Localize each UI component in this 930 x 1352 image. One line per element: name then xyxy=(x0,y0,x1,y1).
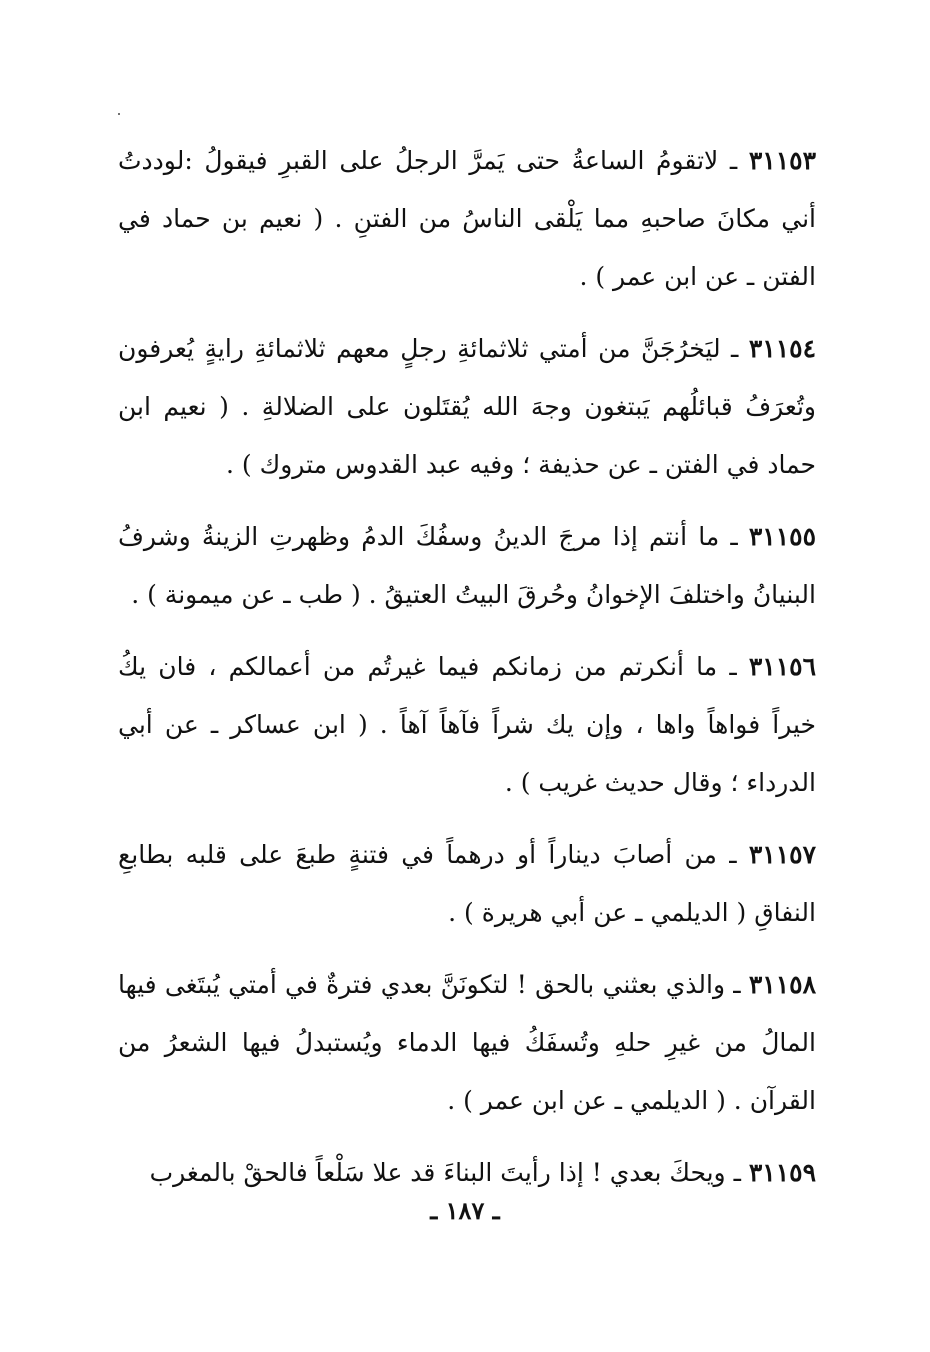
hadith-number: ٣١١٥٩ xyxy=(748,1158,816,1187)
hadith-text: ـ ليَخرُجَنَّ من أمتي ثلاثمائةِ رجلٍ معهم ثلاثمائةِ رايةٍ يُعرفون وتُعرَفُ قبائلُهم يَبتغون وجهَ الله يُقتَلون على الضلالةِ . ( نعيم ابن حماد في الفتن ـ عن حذيفة ؛ وفيه عبد القدوس متروك ) . xyxy=(118,334,816,479)
hadith-number: ٣١١٥٧ xyxy=(748,840,816,869)
hadith-entry xyxy=(118,1144,816,1202)
hadith-number: ٣١١٥٦ xyxy=(748,652,817,681)
hadith-entry xyxy=(118,826,816,942)
page-number: ـ ١٨٧ ـ xyxy=(430,1196,500,1225)
hadith-number: ٣١١٥٨ xyxy=(748,970,816,999)
hadith-number: ٣١١٥٣ xyxy=(748,146,816,175)
hadith-entry xyxy=(118,320,816,494)
hadith-number: ٣١١٥٥ xyxy=(748,522,816,551)
hadith-entry xyxy=(118,508,816,624)
hadith-text: ـ ويحكَ بعدي ! إذا رأيتَ البناءَ قد علا سَلْعاً فالحقْ بالمغرب xyxy=(149,1158,741,1187)
hadith-text: ـ ما أنتم إذا مرجَ الدينُ وسفُكَ الدمُ وظهرتِ الزينةُ وشرفُ البنيانُ واختلفَ الإخوانُ وحُرقَ البيتُ العتيقُ . ( طب ـ عن ميمونة ) . xyxy=(118,522,816,609)
hadith-text: ـ والذي بعثني بالحق ! لتكونَنَّ بعدي فترةٌ في أمتي يُبتَغى فيها المالُ من غيرِ حلهِ وتُسفَكُ فيها الدماء ويُستبدلُ فيها الشعرُ من القرآن . ( الديلمي ـ عن ابن عمر ) . xyxy=(118,970,816,1115)
hadith-entry xyxy=(118,638,816,812)
hadith-text: ـ ما أنكرتم من زمانكم فيما غيرتُم من أعمالكم ، فان يكُ خيراً فواهاً واها ، وإن يك شراً فآهاً آهاً . ( ابن عساكر ـ عن أبي الدرداء ؛ وقال حديث غريب ) . xyxy=(118,652,816,797)
hadith-list xyxy=(118,132,816,1202)
hadith-number: ٣١١٥٤ xyxy=(748,334,816,363)
hadith-entry xyxy=(118,956,816,1130)
hadith-text: ـ لاتقومُ الساعةُ حتى يَمرَّ الرجلُ على القبرِ فيقولُ :لوددتُ أني مكانَ صاحبهِ مما يَلْقى الناسُ من الفتنِ . ( نعيم بن حماد في الفتن ـ عن ابن عمر ) . xyxy=(118,146,816,291)
hadith-entry xyxy=(118,132,816,306)
hadith-text: ـ من أصابَ ديناراً أو درهماً في فتنةٍ طبعَ على قلبه بطابعِ النفاقِ ( الديلمي ـ عن أبي هريرة ) . xyxy=(118,840,816,927)
page-speck xyxy=(118,113,120,115)
